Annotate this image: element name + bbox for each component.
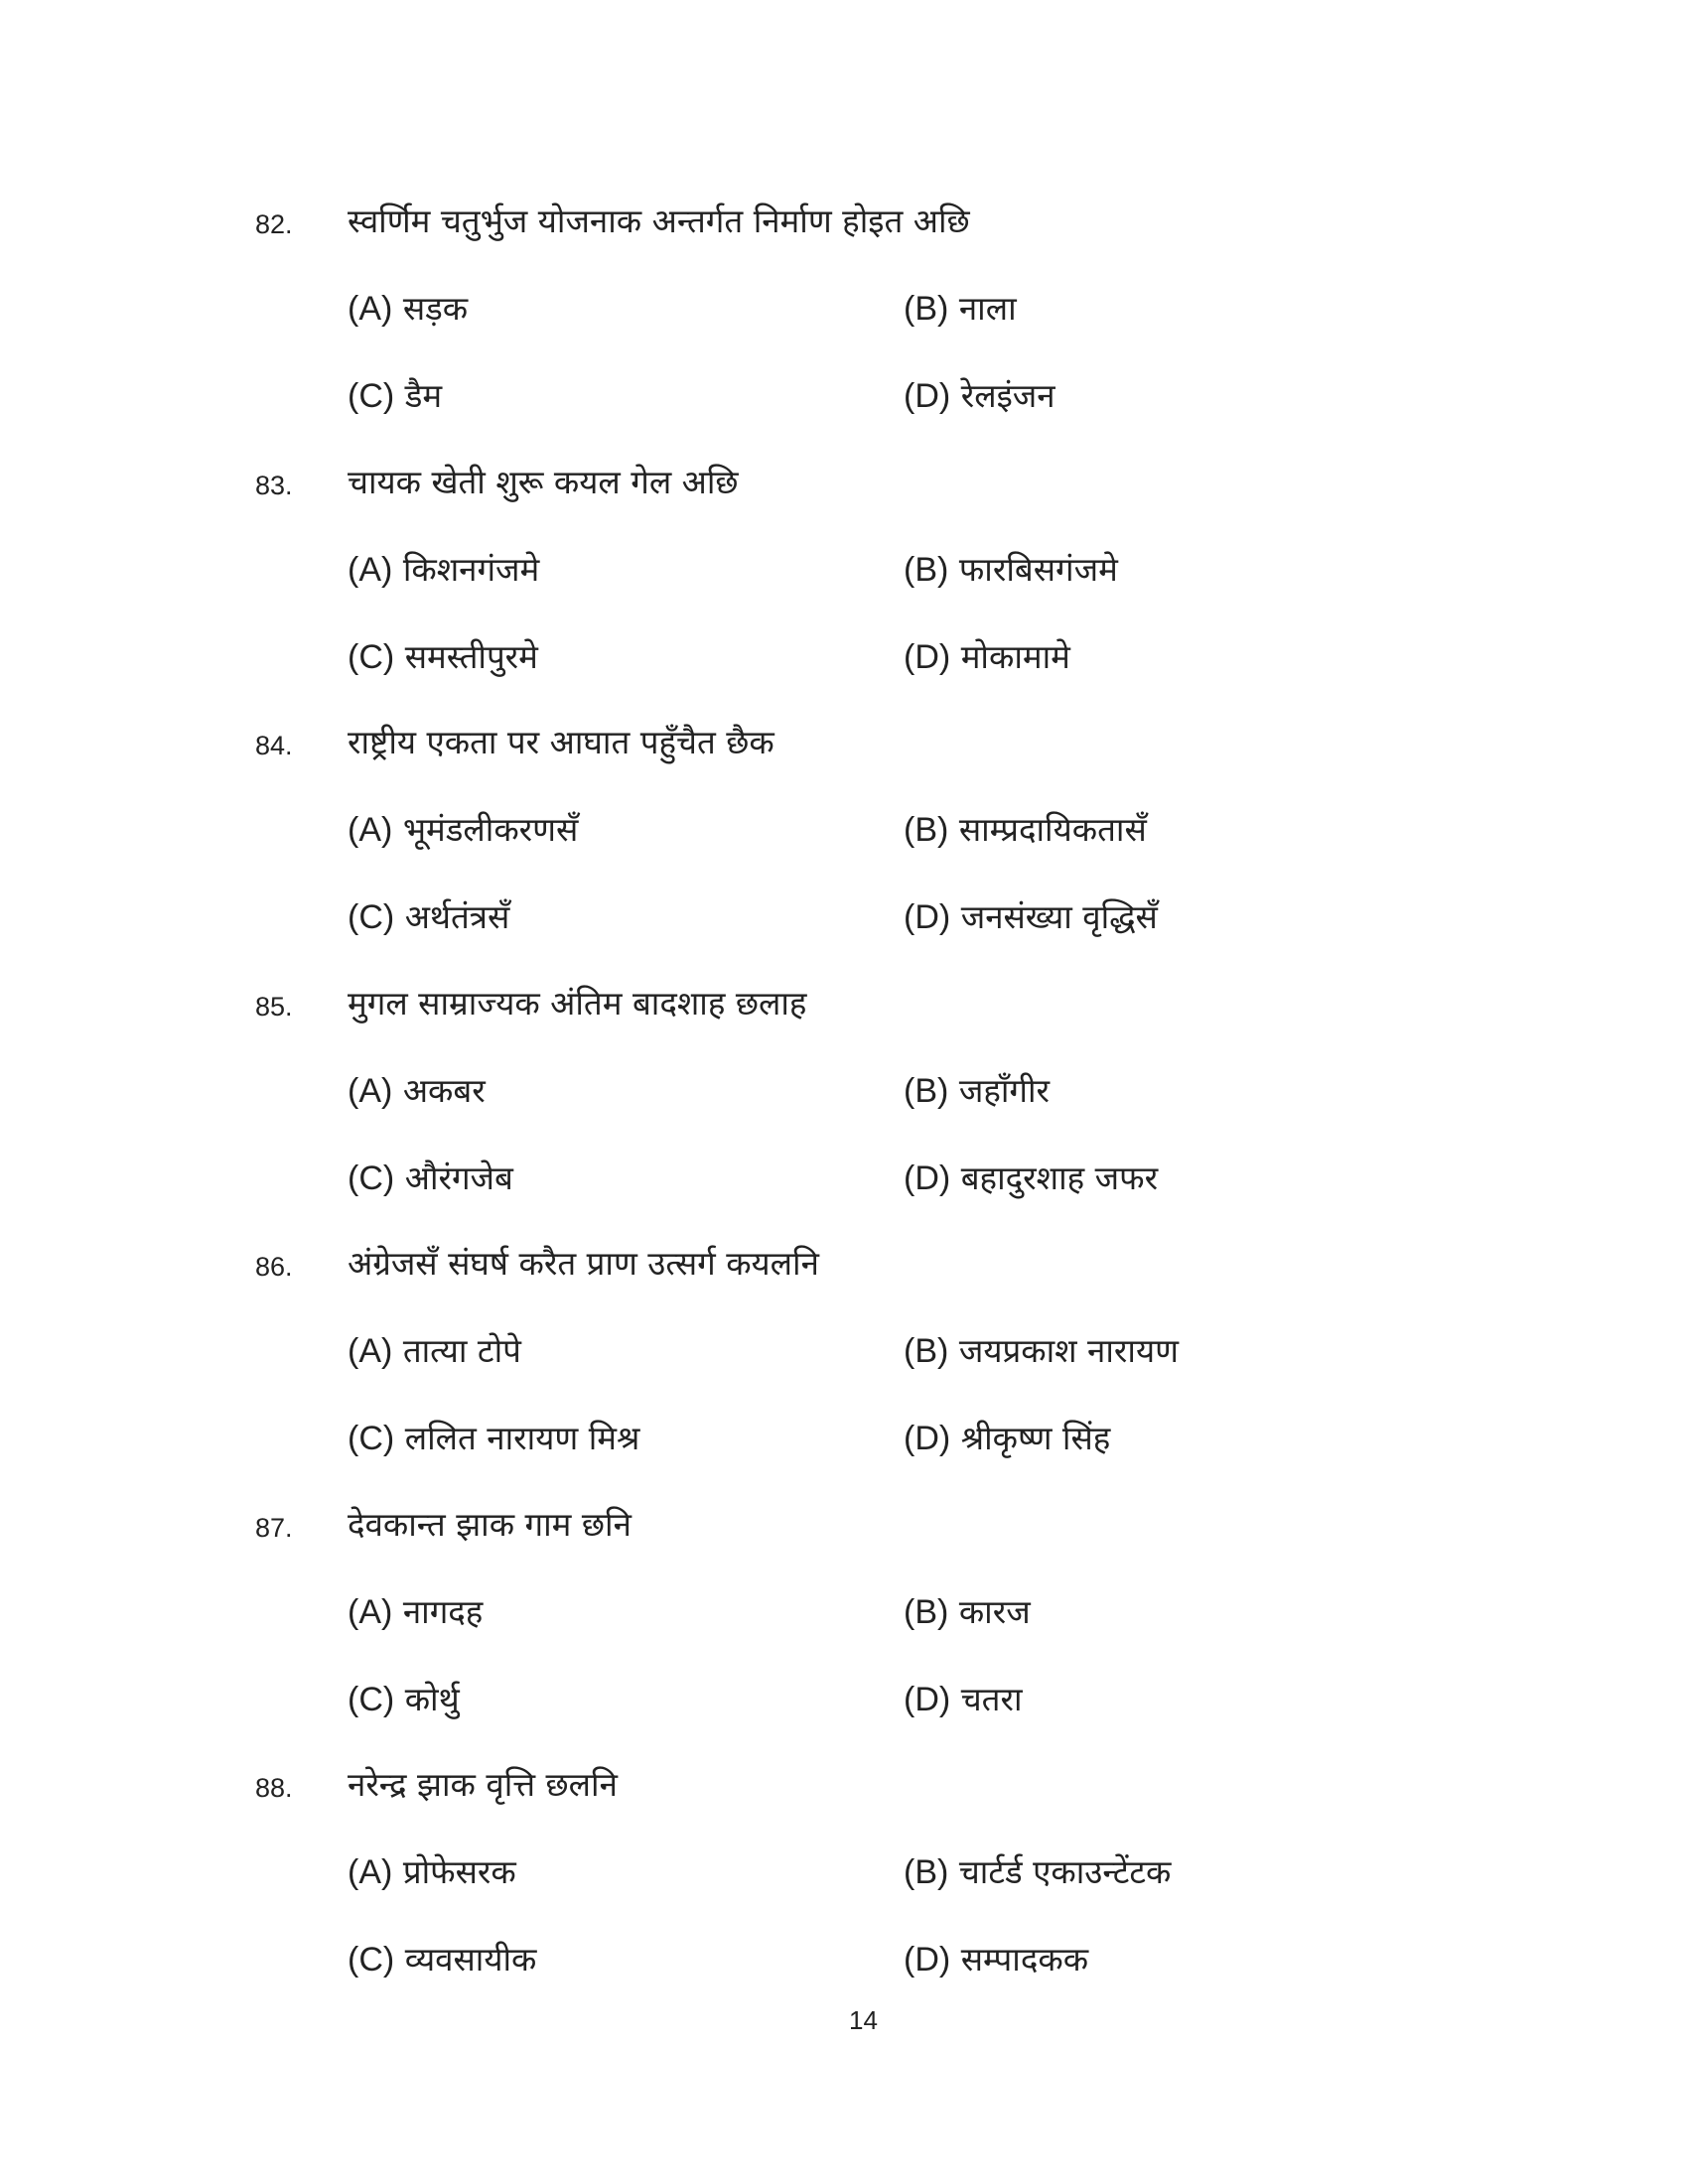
question-text: नरेन्द्र झाक वृत्ति छलनि [348, 1765, 618, 1804]
option-c [348, 636, 538, 678]
option-text: मोकामामे [960, 636, 1070, 676]
question-number: 84. [255, 731, 293, 760]
option-label: (C) [348, 637, 395, 676]
option-d [904, 896, 1158, 938]
question-number: 82. [255, 209, 293, 239]
option-text: जयप्रकाश नारायण [958, 1331, 1179, 1370]
option-text: सड़क [402, 289, 469, 328]
option-label: (B) [904, 1332, 949, 1370]
question-85 [0, 983, 1688, 1249]
option-text: नागदह [402, 1591, 484, 1631]
option-text: व्यवसायीक [404, 1940, 537, 1979]
question-88 [0, 1765, 1688, 2030]
question-83 [0, 462, 1688, 728]
option-text: फारबिसगंजमे [958, 549, 1118, 589]
option-text: औरंगजेब [404, 1158, 513, 1197]
option-c [348, 1418, 639, 1459]
option-a [348, 549, 539, 591]
option-label: (A) [348, 1592, 393, 1631]
option-label: (B) [904, 811, 949, 849]
option-text: भूमंडलीकरणसँ [402, 810, 579, 849]
option-c [348, 896, 509, 938]
option-label: (C) [348, 1159, 395, 1197]
option-label: (B) [904, 1071, 949, 1110]
option-label: (D) [904, 1420, 951, 1457]
option-label: (A) [348, 1332, 393, 1370]
option-d [904, 1679, 1023, 1720]
option-label: (C) [348, 1941, 395, 1979]
option-b [904, 1330, 1179, 1372]
option-a [348, 809, 578, 851]
option-text: तात्या टोपे [402, 1331, 521, 1370]
option-label: (A) [348, 550, 393, 589]
option-text: बहादुरशाह जफर [960, 1158, 1159, 1197]
option-label: (B) [904, 550, 949, 589]
question-87 [0, 1504, 1688, 1770]
option-text: सम्पादकक [960, 1940, 1089, 1979]
option-d [904, 1939, 1088, 1980]
option-c [348, 1679, 460, 1720]
option-text: प्रोफेसरक [402, 1852, 516, 1891]
option-text: जनसंख्या वृद्धिसँ [960, 897, 1158, 936]
option-text: कारज [958, 1591, 1031, 1631]
option-text: रेलइंजन [960, 376, 1055, 415]
option-label: (A) [348, 1853, 393, 1891]
question-text: चायक खेती शुरू कयल गेल अछि [348, 462, 739, 501]
option-b [904, 1851, 1171, 1893]
question-number: 87. [255, 1512, 293, 1543]
option-d [904, 636, 1070, 678]
option-label: (D) [904, 377, 951, 415]
question-number: 85. [255, 991, 293, 1022]
option-c [348, 1158, 513, 1199]
option-label: (D) [904, 637, 951, 676]
option-text: साम्प्रदायिकतासँ [958, 810, 1147, 849]
option-b [904, 288, 1017, 330]
page-number: 14 [849, 2005, 878, 2035]
question-84 [0, 723, 1688, 988]
option-c [348, 375, 442, 417]
question-number: 86. [255, 1252, 293, 1282]
option-text: अकबर [402, 1070, 486, 1110]
option-text: श्रीकृष्ण सिंह [960, 1419, 1111, 1457]
option-a [348, 1070, 486, 1112]
option-a [348, 1591, 483, 1633]
option-text: नाला [958, 289, 1017, 328]
option-text: किशनगंजमे [402, 549, 540, 589]
question-number: 88. [255, 1773, 293, 1803]
option-label: (C) [348, 1420, 395, 1457]
question-text: स्वर्णिम चतुर्भुज योजनाक अन्तर्गत निर्माण होइत अछि [348, 202, 970, 240]
option-d [904, 1418, 1110, 1459]
option-b [904, 549, 1118, 591]
option-label: (D) [904, 898, 951, 936]
question-82 [0, 202, 1688, 467]
option-a [348, 1851, 516, 1893]
question-text: अंग्रेजसँ संघर्ष करैत प्राण उत्सर्ग कयलनि [348, 1244, 819, 1283]
option-label: (C) [348, 377, 395, 415]
option-label: (A) [348, 811, 393, 849]
option-label: (D) [904, 1159, 951, 1197]
option-text: जहाँगीर [958, 1070, 1051, 1110]
option-label: (D) [904, 1680, 951, 1718]
option-d [904, 375, 1055, 417]
option-text: समस्तीपुरमे [404, 636, 538, 676]
option-b [904, 1070, 1050, 1112]
option-label: (B) [904, 1853, 949, 1891]
option-label: (B) [904, 1592, 949, 1631]
option-label: (C) [348, 1680, 395, 1718]
option-text: ललित नारायण मिश्र [404, 1419, 640, 1457]
option-text: अर्थतंत्रसँ [404, 897, 510, 936]
option-c [348, 1939, 536, 1980]
option-label: (D) [904, 1941, 951, 1979]
question-number: 83. [255, 470, 293, 500]
option-d [904, 1158, 1158, 1199]
option-label: (A) [348, 290, 393, 328]
question-86 [0, 1244, 1688, 1509]
option-text: डैम [404, 376, 443, 415]
option-text: चतरा [960, 1679, 1023, 1718]
option-text: कोर्थु [404, 1679, 460, 1718]
question-text: राष्ट्रीय एकता पर आघात पहुँचैत छैक [348, 723, 774, 761]
option-b [904, 1591, 1031, 1633]
option-label: (C) [348, 898, 395, 936]
question-text: मुगल साम्राज्यक अंतिम बादशाह छलाह [348, 983, 807, 1023]
option-a [348, 1330, 521, 1372]
option-label: (B) [904, 290, 949, 328]
question-text: देवकान्त झाक गाम छनि [348, 1504, 632, 1544]
option-a [348, 288, 468, 330]
option-text: चार्टर्ड एकाउन्टेंटक [958, 1852, 1172, 1891]
option-label: (A) [348, 1071, 393, 1110]
option-b [904, 809, 1147, 851]
